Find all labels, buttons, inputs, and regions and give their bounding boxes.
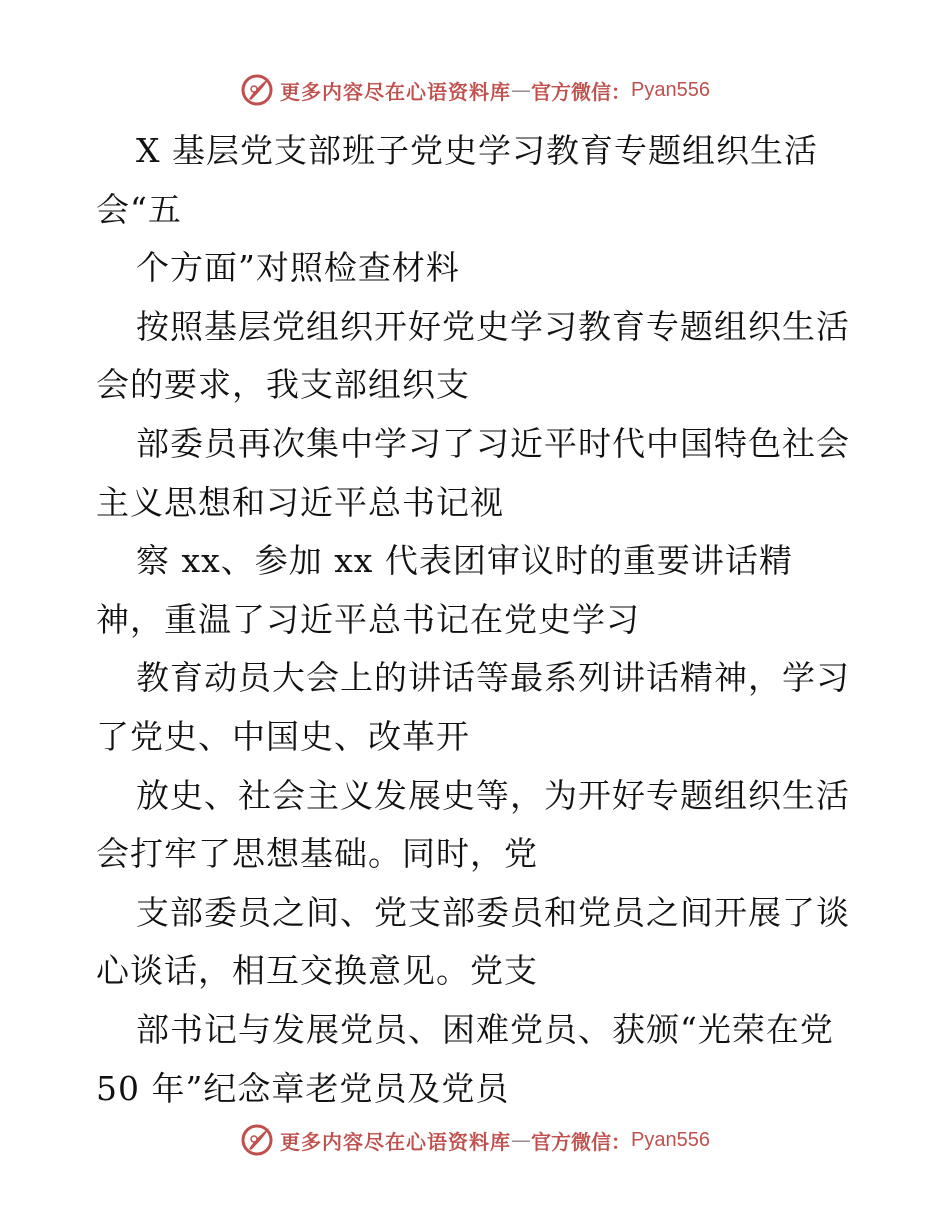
text-line: 部委员再次集中学习了习近平时代中国特色社会 [136, 423, 850, 463]
text-line: 心谈话，相互交换意见。党支 [96, 951, 538, 991]
text-line: 个方面”对照检查材料 [136, 248, 460, 288]
text-line: 主义思想和习近平总书记视 [96, 482, 504, 522]
text-line: X 基层党支部班子党史学习教育专题组织生活 [136, 131, 818, 170]
watermark-wechat-label: 官方微信： [531, 1129, 632, 1154]
watermark-dash: — [511, 78, 532, 102]
text-line: 会打牢了思想基础。同时，党 [96, 834, 538, 874]
document-body [96, 122, 866, 1118]
header-watermark [0, 70, 950, 110]
watermark-main-text: 更多内容尽在心语资料库 [280, 1129, 512, 1154]
quill-logo-icon [240, 1123, 274, 1157]
footer-watermark [0, 1120, 950, 1160]
quill-logo-icon [240, 73, 274, 107]
text-line: 50 年”纪念章老党员及党员 [96, 1068, 510, 1108]
text-line: 按照基层党组织开好党史学习教育专题组织生活 [136, 306, 850, 346]
watermark-wechat-id: Pyan556 [631, 78, 710, 101]
text-line: 神，重温了习近平总书记在党史学习 [96, 599, 640, 639]
watermark-dash: — [511, 1128, 532, 1152]
text-line: 教育动员大会上的讲话等最系列讲话精神，学习 [136, 658, 850, 698]
text-line: 察 xx、参加 xx 代表团审议时的重要讲话精 [136, 541, 793, 581]
text-line: 了党史、中国史、改革开 [96, 716, 470, 756]
watermark-wechat-label: 官方微信： [531, 79, 632, 104]
text-line: 会“五 [96, 189, 182, 229]
watermark-wechat-id: Pyan556 [631, 1128, 710, 1151]
watermark-main-text: 更多内容尽在心语资料库 [280, 79, 512, 104]
text-line: 部书记与发展党员、困难党员、获颁“光荣在党 [136, 1009, 834, 1049]
text-line: 会的要求，我支部组织支 [96, 365, 470, 405]
text-line: 放史、社会主义发展史等，为开好专题组织生活 [136, 775, 850, 815]
text-line: 支部委员之间、党支部委员和党员之间开展了谈 [136, 892, 850, 932]
